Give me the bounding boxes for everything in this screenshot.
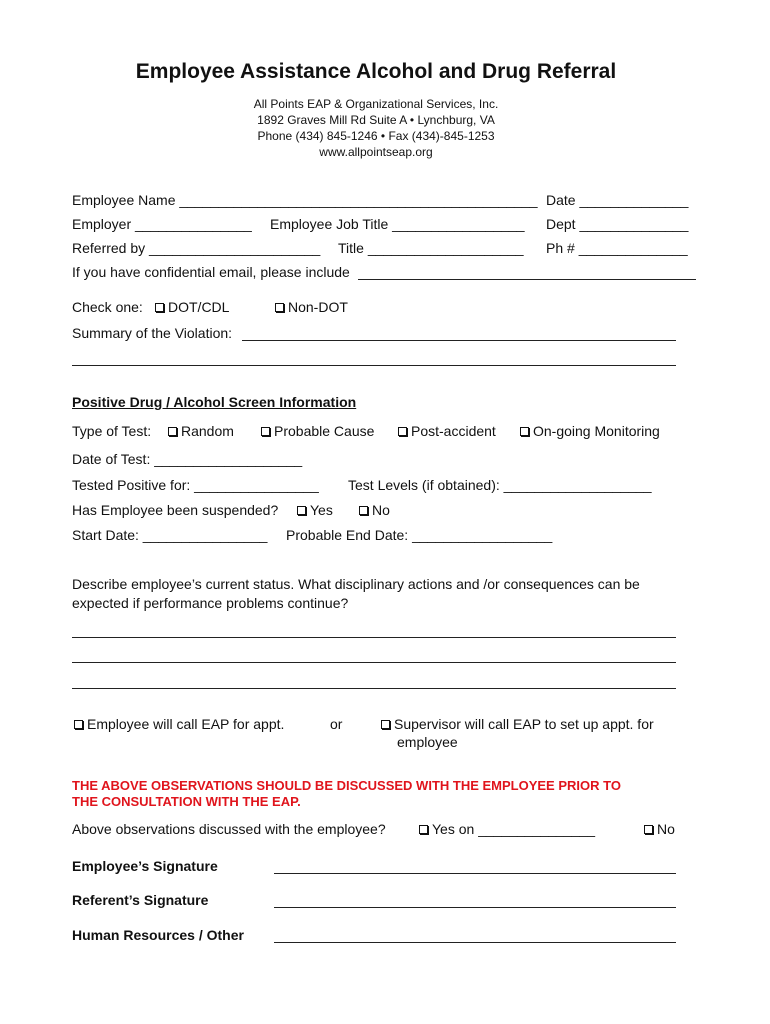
confidential-email-line[interactable] — [358, 279, 696, 280]
checkbox-icon[interactable] — [168, 427, 177, 436]
suspended-no-option[interactable]: No — [359, 502, 390, 518]
checkbox-icon[interactable] — [381, 720, 390, 729]
checkbox-icon[interactable] — [297, 506, 306, 515]
checkbox-icon[interactable] — [155, 303, 164, 312]
employee-signature-line[interactable] — [274, 873, 676, 874]
checkbox-icon[interactable] — [359, 506, 368, 515]
warning-line2: THE CONSULTATION WITH THE EAP. — [72, 794, 301, 809]
supervisor-call-continued: employee — [397, 734, 458, 750]
org-name: All Points EAP & Organizational Services, Inc. — [253, 97, 499, 111]
or-label: or — [330, 716, 343, 732]
hr-signature-label: Human Resources / Other — [72, 927, 244, 943]
status-line[interactable] — [72, 688, 676, 689]
non-dot-option[interactable]: Non-DOT — [275, 299, 348, 315]
date-field[interactable]: Date ______________ — [546, 192, 689, 208]
end-date-field[interactable]: Probable End Date: __________________ — [286, 527, 553, 543]
checkbox-icon[interactable] — [644, 825, 653, 834]
check-one-label: Check one: — [72, 299, 143, 315]
status-line[interactable] — [72, 637, 676, 638]
suspended-yes-option[interactable]: Yes — [297, 502, 333, 518]
checkbox-icon[interactable] — [261, 427, 270, 436]
checkbox-icon[interactable] — [520, 427, 529, 436]
type-of-test-label: Type of Test: — [72, 423, 152, 439]
warning-line1: THE ABOVE OBSERVATIONS SHOULD BE DISCUSSED WITH THE EMPLOYEE PRIOR TO — [72, 778, 621, 793]
dot-cdl-option[interactable]: DOT/CDL — [155, 299, 229, 315]
summary-line[interactable] — [72, 365, 676, 366]
org-phone: Phone (434) 845-1246 • Fax (434)-845-1253 — [257, 129, 495, 143]
referred-by-field[interactable]: Referred by ______________________ — [72, 240, 321, 256]
checkbox-icon[interactable] — [275, 303, 284, 312]
hr-signature-line[interactable] — [274, 942, 676, 943]
status-line[interactable] — [72, 662, 676, 663]
org-address: 1892 Graves Mill Rd Suite A • Lynchburg, VA — [257, 113, 495, 127]
discussed-no-option[interactable]: No — [644, 821, 675, 837]
checkbox-icon[interactable] — [419, 825, 428, 834]
org-website: www.allpointseap.org — [319, 145, 433, 159]
summary-label: Summary of the Violation: — [72, 325, 233, 341]
summary-line[interactable] — [242, 340, 676, 341]
form-title: Employee Assistance Alcohol and Drug Referral — [135, 60, 617, 83]
job-title-field[interactable]: Employee Job Title _________________ — [270, 216, 525, 232]
referent-signature-label: Referent’s Signature — [72, 892, 209, 908]
probable-cause-option[interactable]: Probable Cause — [261, 423, 374, 439]
supervisor-call-option[interactable]: Supervisor will call EAP to set up appt. for — [381, 716, 654, 732]
dept-field[interactable]: Dept ______________ — [546, 216, 689, 232]
screen-heading: Positive Drug / Alcohol Screen Information — [72, 394, 357, 410]
status-prompt-line2: expected if performance problems continue? — [72, 595, 349, 611]
status-prompt-line1: Describe employee’s current status. What disciplinary actions and /or consequences can be — [72, 576, 640, 592]
ongoing-monitoring-option[interactable]: On-going Monitoring — [520, 423, 660, 439]
title-field[interactable]: Title ____________________ — [338, 240, 524, 256]
random-option[interactable]: Random — [168, 423, 234, 439]
referent-signature-line[interactable] — [274, 907, 676, 908]
employer-field[interactable]: Employer _______________ — [72, 216, 252, 232]
suspended-label: Has Employee been suspended? — [72, 502, 279, 518]
checkbox-icon[interactable] — [398, 427, 407, 436]
employee-call-option[interactable]: Employee will call EAP for appt. — [74, 716, 284, 732]
employee-signature-label: Employee’s Signature — [72, 858, 218, 874]
discussed-yes-option[interactable]: Yes on _______________ — [419, 821, 595, 837]
post-accident-option[interactable]: Post-accident — [398, 423, 496, 439]
checkbox-icon[interactable] — [74, 720, 83, 729]
confidential-email-label: If you have confidential email, please include — [72, 264, 350, 280]
discussed-label: Above observations discussed with the employee? — [72, 821, 386, 837]
employee-name-field[interactable]: Employee Name ______________________________________________ — [72, 192, 538, 208]
tested-positive-field[interactable]: Tested Positive for: ________________ — [72, 477, 319, 493]
date-of-test-field[interactable]: Date of Test: ___________________ — [72, 451, 303, 467]
phone-field[interactable]: Ph # ______________ — [546, 240, 688, 256]
test-levels-field[interactable]: Test Levels (if obtained): ___________________ — [348, 477, 652, 493]
start-date-field[interactable]: Start Date: ________________ — [72, 527, 268, 543]
